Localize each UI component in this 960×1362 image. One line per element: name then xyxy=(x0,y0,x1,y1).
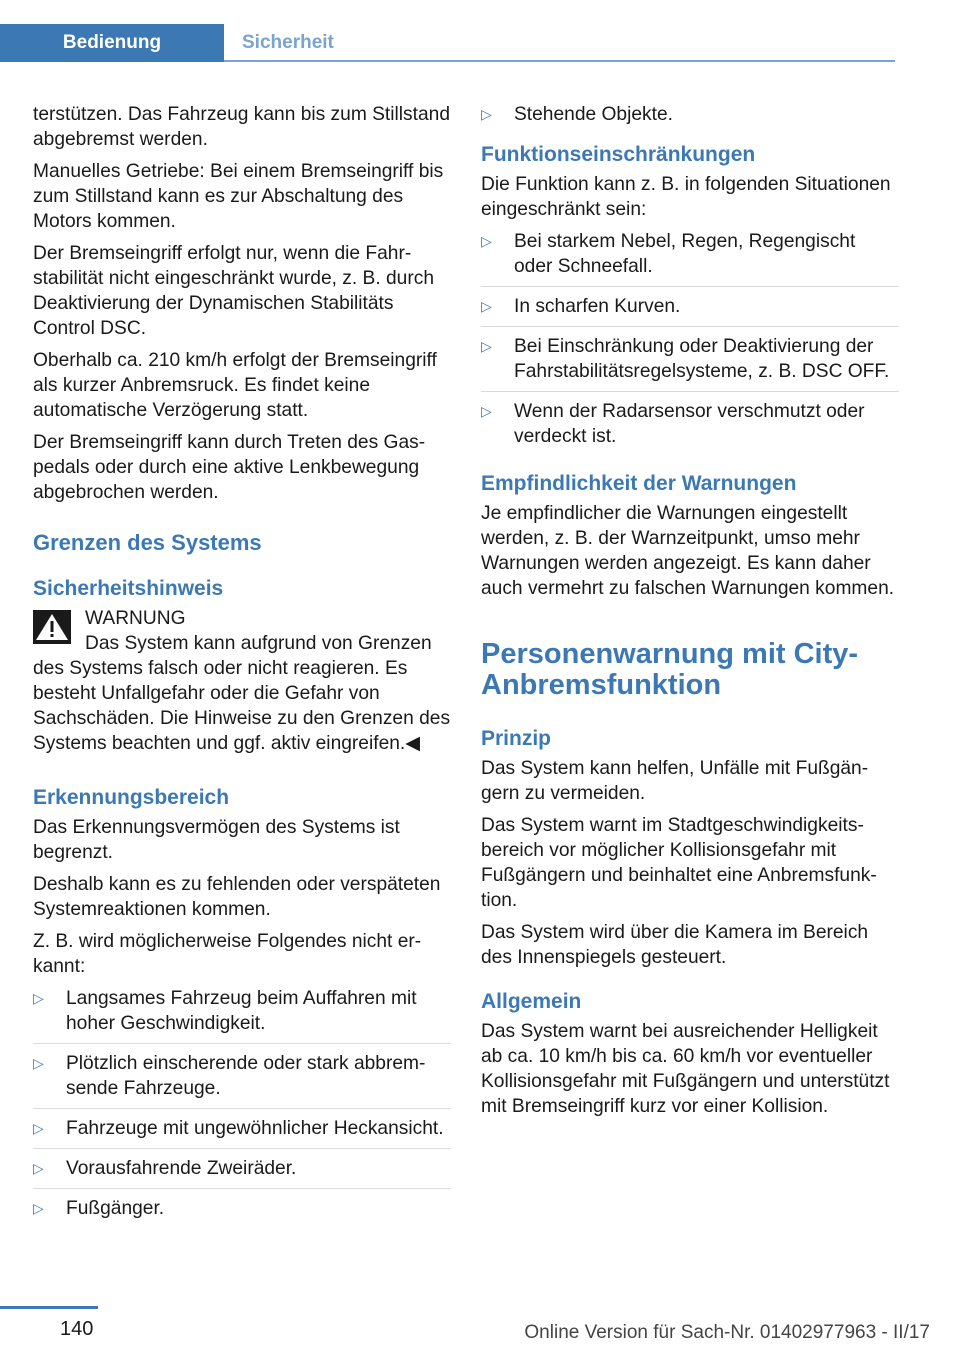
heading-sensitivity: Empfindlichkeit der Warnungen xyxy=(481,472,797,495)
tab-sicherheit[interactable]: Sicherheit xyxy=(242,32,334,53)
list-item: ▷ Vorausfahrende Zweiräder. xyxy=(33,1156,451,1189)
limits-list xyxy=(481,229,899,456)
warning-body: Das System kann aufgrund von Grenzen des Systems falsch oder nicht reagieren. Es besteht Unfallgefahr oder die Gefahr von Sachschäden. Die Hinweise zu den Grenzen des Systems beachten und ggf. aktiv eingreifen.◀ xyxy=(33,633,451,754)
objects-list xyxy=(481,102,899,134)
heading-detection: Erkennungsbereich xyxy=(33,786,230,809)
page-number: 140 xyxy=(60,1318,94,1340)
triangle-bullet-icon: ▷ xyxy=(481,338,492,354)
list-item: ▷ Bei Einschränkung oder Deaktivierung der Fahrstabilitätsregelsysteme, z. B. DSC OFF. xyxy=(481,334,899,392)
heading-principle: Prinzip xyxy=(481,727,552,750)
triangle-bullet-icon: ▷ xyxy=(33,1120,44,1136)
list-item: ▷ Plötzlich einscherende oder stark abbremsende Fahrzeuge. xyxy=(33,1051,451,1109)
list-item: ▷ Langsames Fahrzeug beim Auffahren mit hoher Geschwindigkeit. xyxy=(33,986,451,1044)
paragraph: Das Erkennungsvermögen des Systems ist begrenzt. xyxy=(33,817,400,863)
triangle-bullet-icon: ▷ xyxy=(481,298,492,314)
footer-rule xyxy=(0,1306,98,1309)
triangle-bullet-icon: ▷ xyxy=(33,990,44,1006)
heading-pedestrian-warning: Personenwarnung mit City-Anbremsfunktion xyxy=(481,638,859,701)
paragraph: Die Funktion kann z. B. in folgenden Situationen eingeschränkt sein: xyxy=(481,174,891,220)
triangle-bullet-icon: ▷ xyxy=(33,1200,44,1216)
list-item: ▷ Fußgänger. xyxy=(33,1198,165,1219)
paragraph: Manuelles Getriebe: Bei einem Bremseingriff bis zum Stillstand kann es zur Abschaltung des Motors kommen. xyxy=(33,161,444,232)
triangle-bullet-icon: ▷ xyxy=(33,1055,44,1071)
page-header xyxy=(0,0,895,62)
heading-function-limits: Funktionseinschränkungen xyxy=(481,143,756,166)
paragraph: Je empfindlicher die Warnungen eingestellt werden, z. B. der Warnzeitpunkt, umso mehr Warnungen werden angezeigt. Es kann daher auch vermehrt zu falschen Warnungen kommen. xyxy=(481,503,895,599)
footer-note: Online Version für Sach-Nr. 01402977963 - II/17 xyxy=(524,1322,930,1343)
tab-bedienung[interactable]: Bedienung xyxy=(0,24,224,62)
heading-limits: Grenzen des Systems xyxy=(33,530,262,555)
paragraph: Das System warnt bei ausreichender Helligkeit ab ca. 10 km/h bis ca. 60 km/h vor eventueller Kollisionsgefahr mit Fußgängern und unterstützt mit Bremseingriff kurz vor einer Kollision. xyxy=(481,1021,890,1117)
right-column xyxy=(481,102,899,1126)
paragraph: Der Bremseingriff kann durch Treten des Gaspedals oder durch eine aktive Lenkbewegung abgebrochen werden. xyxy=(33,432,426,503)
triangle-bullet-icon: ▷ xyxy=(481,106,492,122)
warning-box xyxy=(33,606,451,756)
paragraph: Der Bremseingriff erfolgt nur, wenn die Fahrstabilität nicht eingeschränkt wurde, z. B. durch Deaktivierung der Dynamischen Stabilitäts Control DSC. xyxy=(33,243,435,339)
paragraph: Oberhalb ca. 210 km/h erfolgt der Bremseingriff als kurzer Anbremsruck. Es findet keine automatische Verzögerung statt. xyxy=(33,350,437,421)
heading-general: Allgemein xyxy=(481,990,582,1013)
triangle-bullet-icon: ▷ xyxy=(481,403,492,419)
paragraph: Das System wird über die Kamera im Bereich des Innenspiegels gesteuert. xyxy=(481,922,869,968)
detection-list xyxy=(33,986,451,1228)
paragraph: Deshalb kann es zu fehlenden oder verspäteten Systemreaktionen kommen. xyxy=(33,874,441,920)
triangle-bullet-icon: ▷ xyxy=(33,1160,44,1176)
paragraph: Z. B. wird möglicherweise Folgendes nicht erkannt: xyxy=(33,931,422,977)
list-item: ▷ Wenn der Radarsensor verschmutzt oder verdeckt ist. xyxy=(481,401,865,447)
list-item: ▷ Stehende Objekte. xyxy=(481,104,673,125)
list-item: ▷ Bei starkem Nebel, Regen, Regengischt oder Schneefall. xyxy=(481,229,899,287)
header-rule xyxy=(224,60,895,62)
list-item: ▷ Fahrzeuge mit ungewöhnlicher Heckansicht. xyxy=(33,1116,451,1149)
warning-title: WARNUNG xyxy=(85,608,186,629)
triangle-bullet-icon: ▷ xyxy=(481,233,492,249)
paragraph: Das System warnt im Stadtgeschwindigkeitsbereich vor möglicher Kollisionsgefahr mit Fußgängern und beinhaltet eine Anbremsfunktion. xyxy=(481,815,877,911)
list-item: ▷ In scharfen Kurven. xyxy=(481,294,899,327)
left-column xyxy=(33,102,451,1235)
paragraph: terstützen. Das Fahrzeug kann bis zum Stillstand abgebremst werden. xyxy=(33,104,450,150)
heading-safety: Sicherheitshinweis xyxy=(33,577,224,600)
paragraph: Das System kann helfen, Unfälle mit Fußgängern zu vermeiden. xyxy=(481,758,869,804)
warning-triangle-icon xyxy=(33,610,71,644)
